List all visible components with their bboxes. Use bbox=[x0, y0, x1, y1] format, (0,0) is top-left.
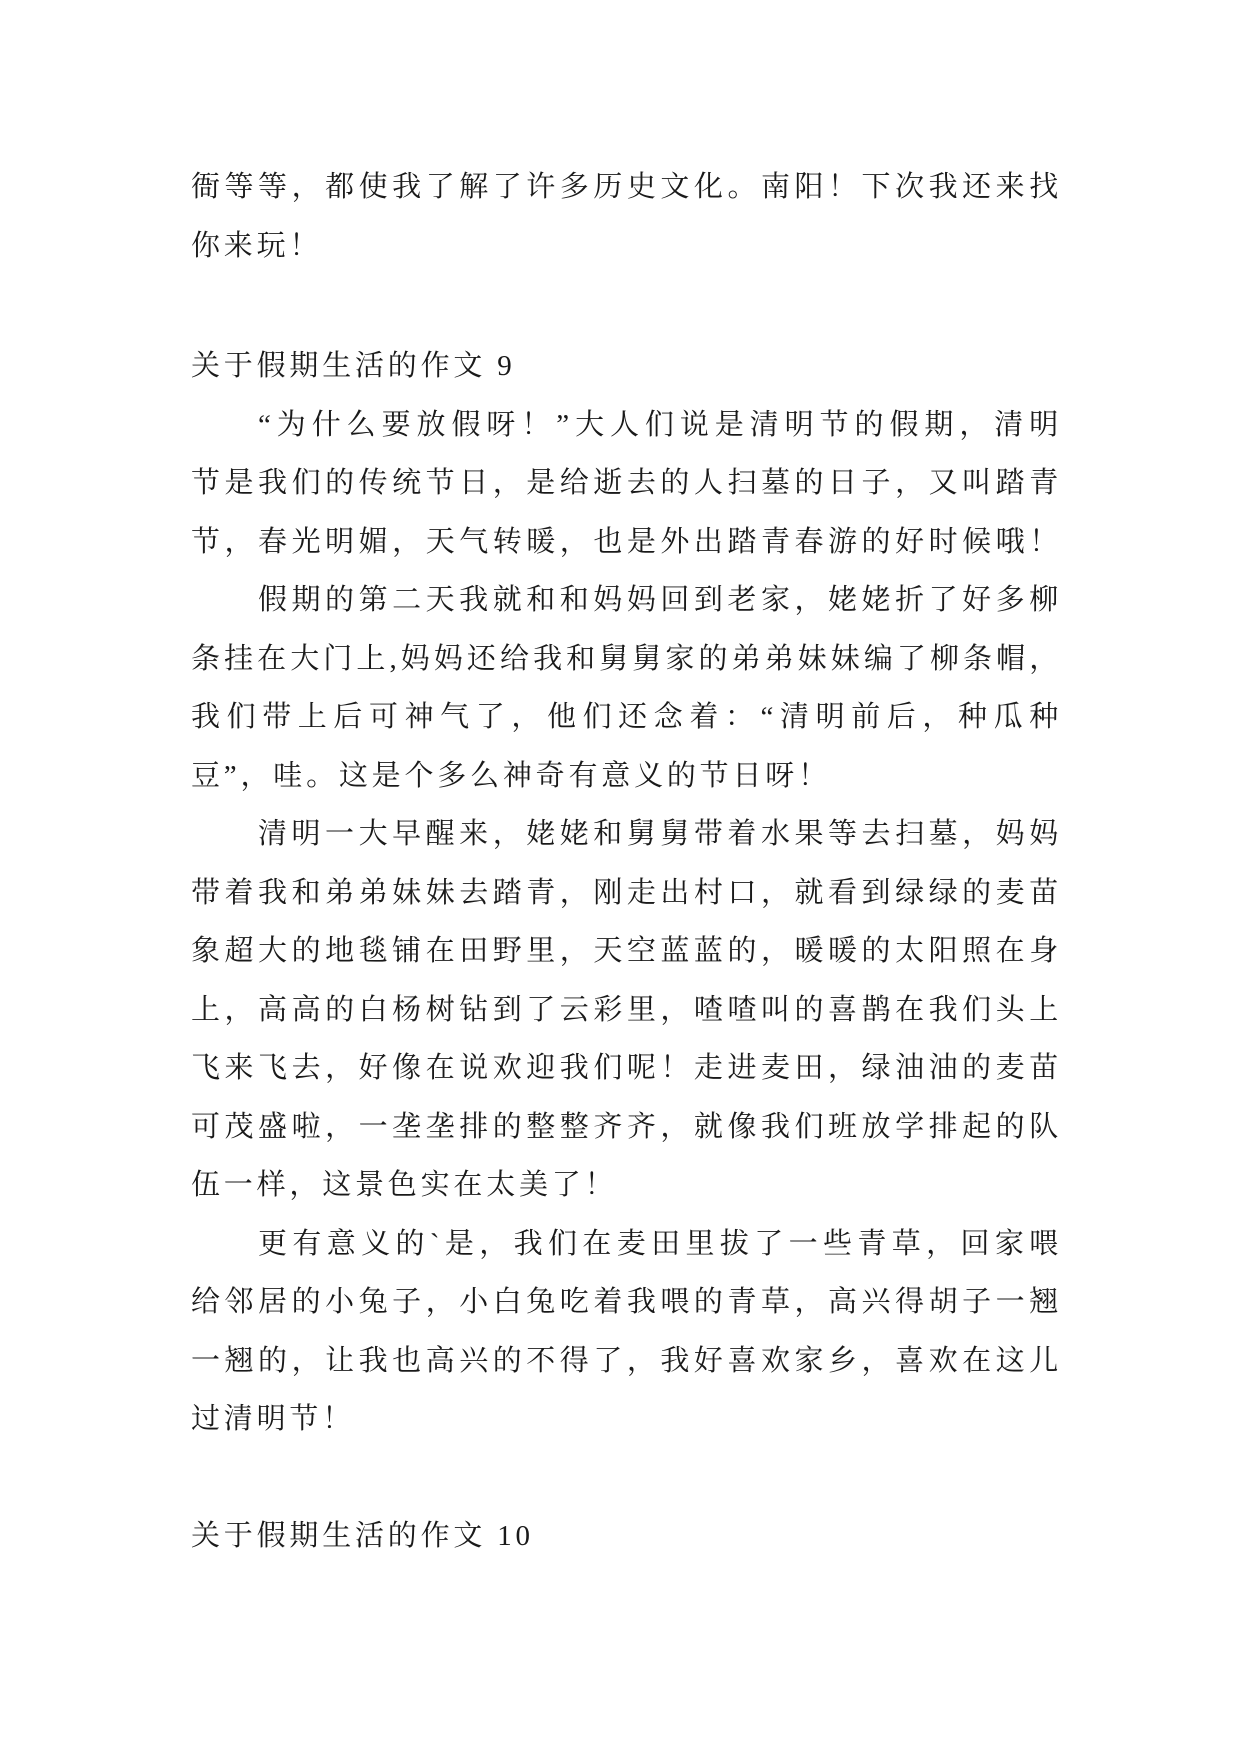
essay-section-9 bbox=[191, 337, 1062, 1449]
text-line: 衙等等，都使我了解了许多历史文化。南阳！下次我还来找 bbox=[191, 171, 1062, 203]
text-line: 上，高高的白杨树钻到了云彩里，喳喳叫的喜鹊在我们头上 bbox=[191, 993, 1062, 1026]
text-line: 条挂在大门上,妈妈还给我和舅舅家的弟弟妹妹编了柳条帽， bbox=[191, 642, 1062, 675]
paragraph bbox=[191, 1215, 1062, 1449]
section-title: 关于假期生活的作文 9 bbox=[191, 350, 516, 382]
section-title: 关于假期生活的作文 10 bbox=[191, 1519, 534, 1552]
document-body bbox=[191, 158, 1062, 1565]
text-line: 过清明节！ bbox=[191, 1403, 356, 1435]
text-line: “为什么要放假呀！”大人们说是清明节的假期，清明 bbox=[258, 408, 1062, 441]
paragraph bbox=[191, 396, 1062, 572]
text-line: 我们带上后可神气了，他们还念着：“清明前后，种瓜种 bbox=[191, 701, 1062, 733]
text-line: 假期的第二天我就和和妈妈回到老家，姥姥折了好多柳 bbox=[258, 584, 1062, 616]
text-line: 你来玩！ bbox=[191, 229, 323, 262]
continuation-paragraph bbox=[191, 158, 1062, 275]
text-line: 象超大的地毯铺在田野里，天空蓝蓝的，暖暖的太阳照在身 bbox=[191, 935, 1062, 967]
text-line: 可茂盛啦，一垄垄排的整整齐齐，就像我们班放学排起的队 bbox=[191, 1110, 1062, 1143]
text-line: 伍一样，这景色实在太美了！ bbox=[191, 1169, 618, 1201]
essay-section-10 bbox=[191, 1507, 1062, 1566]
paragraph bbox=[191, 805, 1062, 1215]
text-line: 清明一大早醒来，姥姥和舅舅带着水果等去扫墓，妈妈 bbox=[258, 818, 1062, 850]
text-line: 豆”，哇。这是个多么神奇有意义的节日呀！ bbox=[191, 759, 831, 792]
text-line: 节，春光明媚，天气转暖，也是外出踏青春游的好时候哦！ bbox=[191, 525, 1062, 558]
text-line: 节是我们的传统节日，是给逝去的人扫墓的日子，又叫踏青 bbox=[191, 467, 1062, 499]
text-line: 给邻居的小兔子，小白兔吃着我喂的青草，高兴得胡子一翘 bbox=[191, 1286, 1062, 1318]
text-line: 一翘的，让我也高兴的不得了，我好喜欢家乡，喜欢在这儿 bbox=[191, 1344, 1062, 1377]
text-line: 更有意义的`是，我们在麦田里拔了一些青草，回家喂 bbox=[258, 1227, 1062, 1260]
text-line: 带着我和弟弟妹妹去踏青，刚走出村口，就看到绿绿的麦苗 bbox=[191, 876, 1062, 909]
paragraph bbox=[191, 571, 1062, 805]
text-line: 飞来飞去，好像在说欢迎我们呢！走进麦田，绿油油的麦苗 bbox=[191, 1052, 1062, 1084]
